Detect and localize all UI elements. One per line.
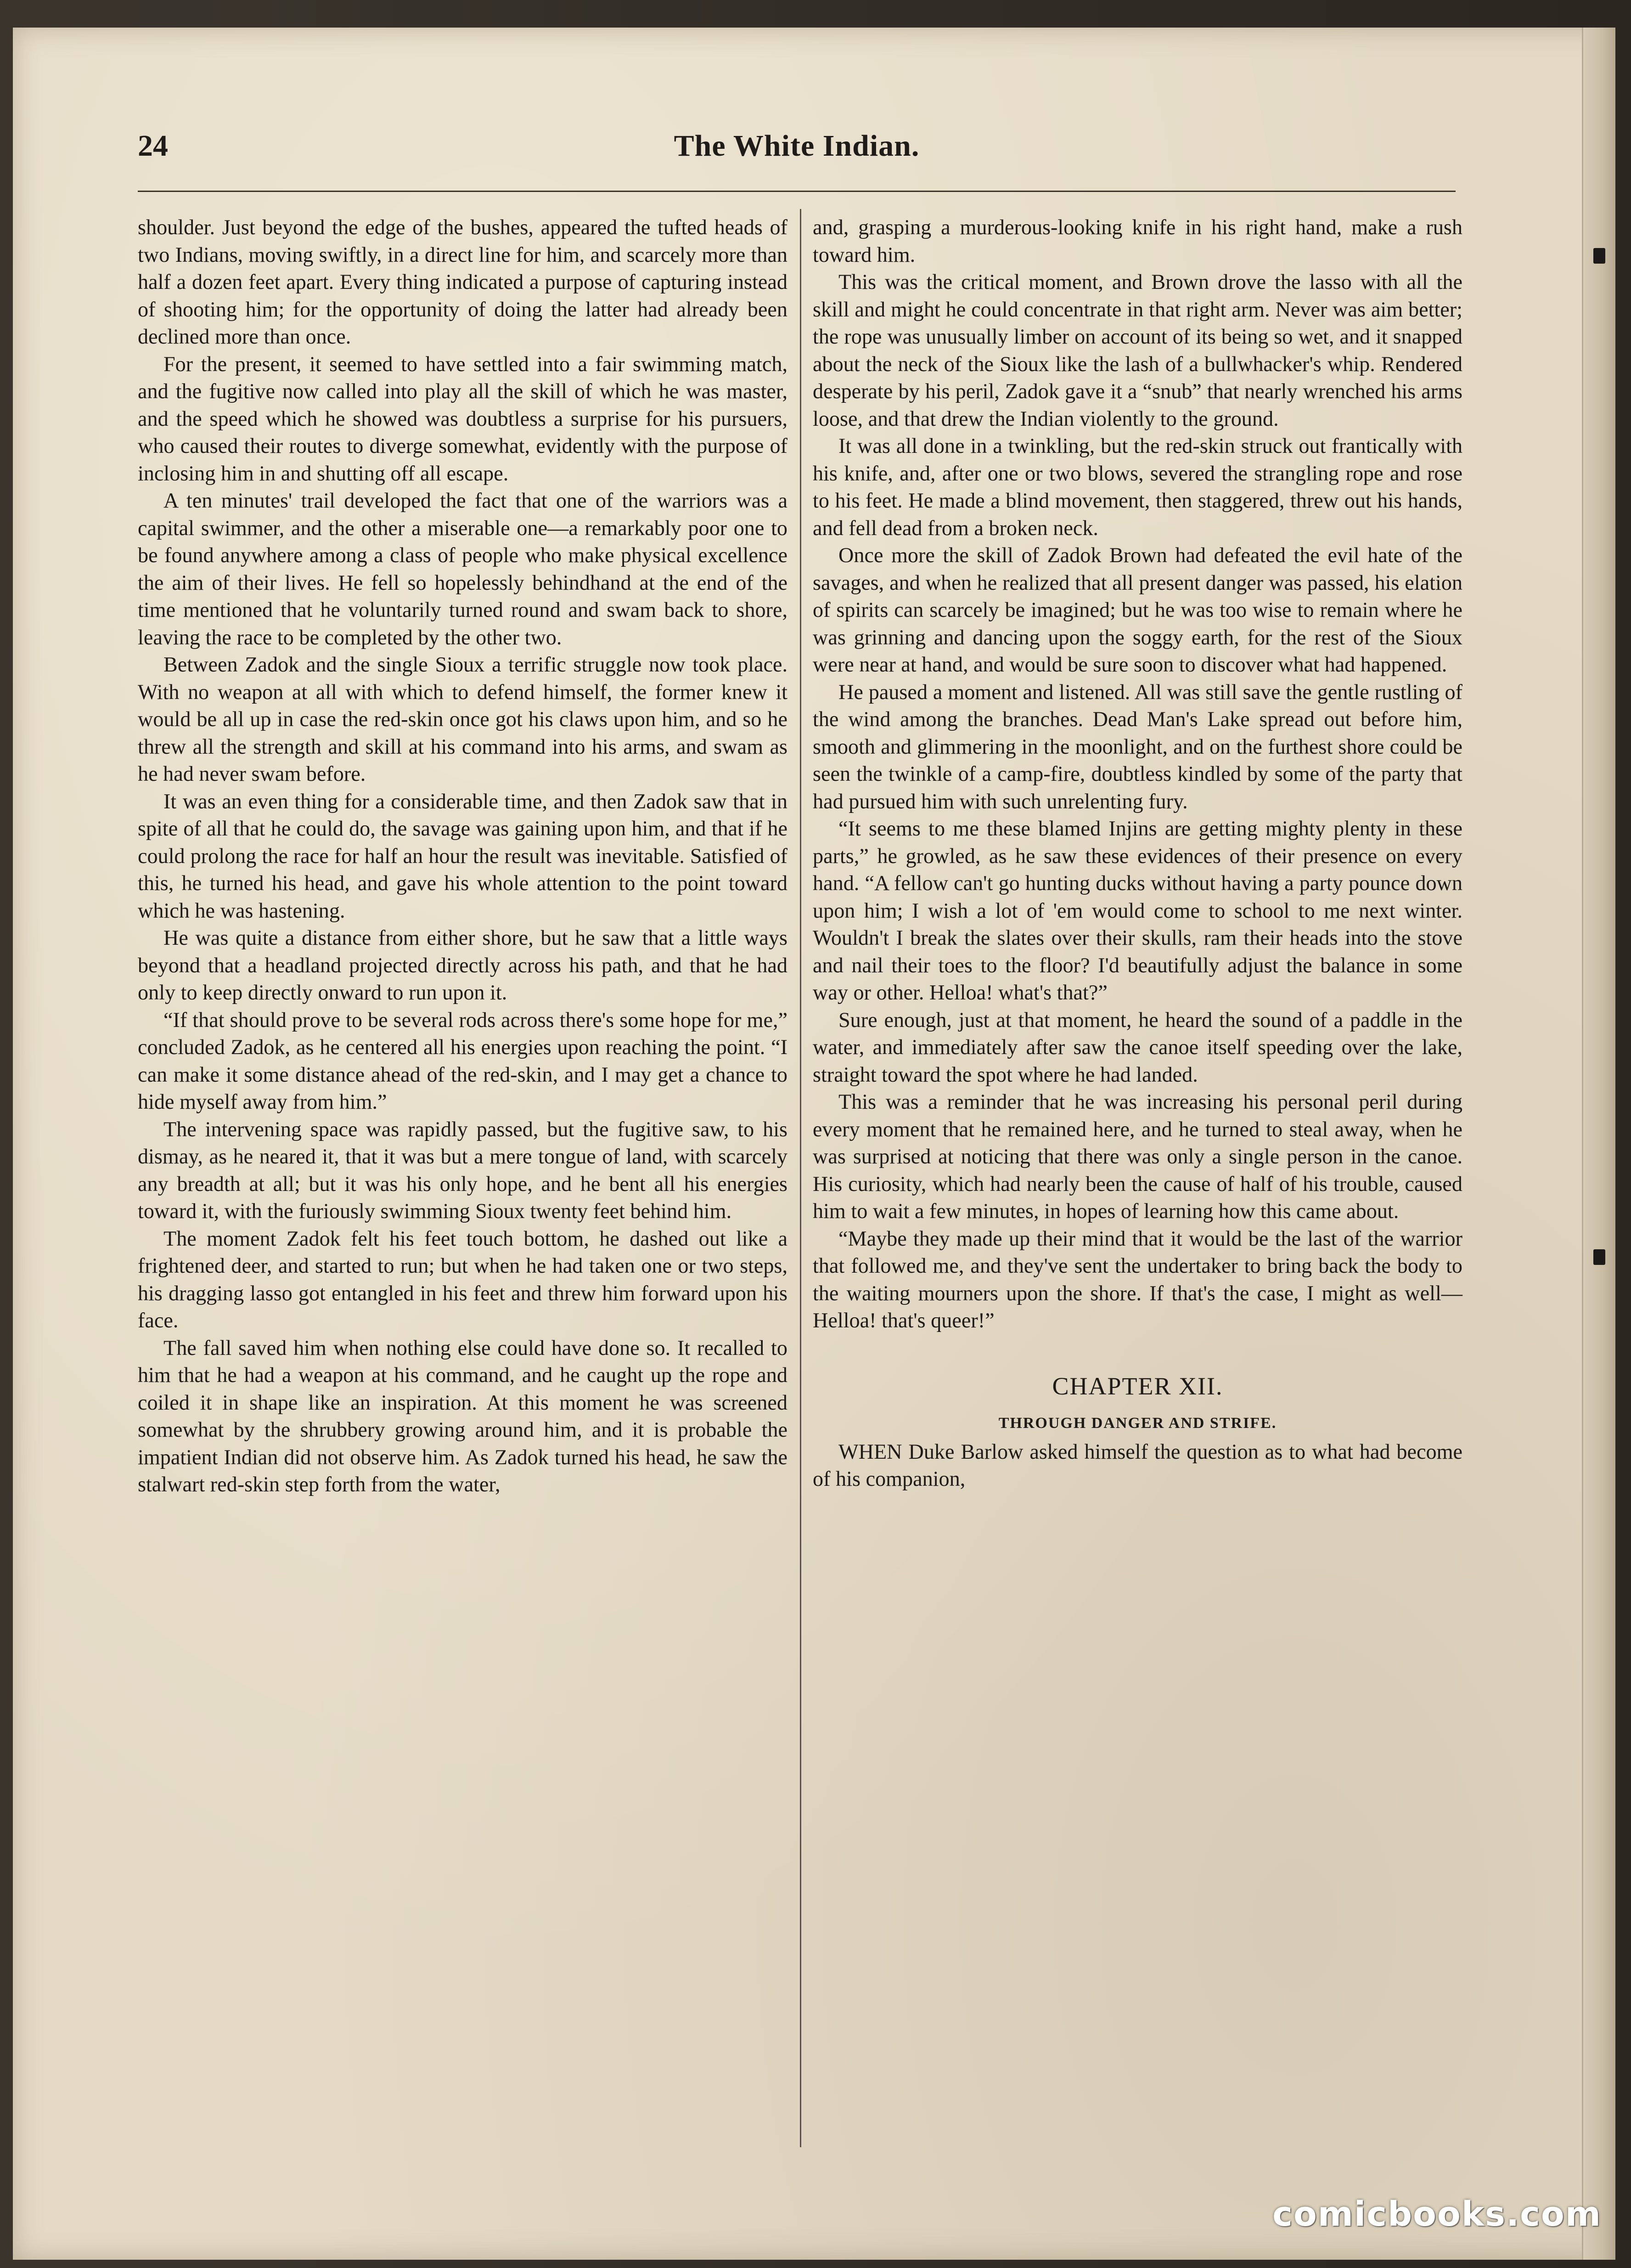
column-divider (800, 209, 801, 2147)
paragraph: A ten minutes' trail developed the fact that one of the warriors was a capital swimmer, and the other a miserable one—a remarkably poor one to be found anywhere among a class of people who make physical excellence the aim of their lives. He fell so hopelessly behindhand at the end of the time mentioned that he voluntarily turned round and swam back to shore, leaving the race to be completed by the other two. (138, 489, 787, 649)
paragraph: The fall saved him when nothing else could have done so. It recalled to him that he had a weapon at his command, and he caught up the rope and coiled it in shape like an inspiration. At this moment he was screened somewhat by the shrubbery growing around him, and it is probable the impatient Indian did not observe him. As Zadok turned his head, he saw the stalwart red-skin step forth from the water, (138, 1336, 787, 1496)
site-watermark: comicbooks.com (1272, 2195, 1602, 2234)
paragraph: He paused a moment and listened. All was still save the gentle rustling of the wind among the branches. Dead Man's Lake spread out before him, smooth and glimmering in the moonlight, and on the furthest shore could be seen the twinkle of a camp-fire, doubtless kindled by some of the party that had pursued him with such unrelenting fury. (813, 680, 1462, 813)
paragraph: It was an even thing for a considerable time, and then Zadok saw that in spite of all that he could do, the savage was gaining upon him, and that if he could prolong the race for half an hour the result was inevitable. Satisfied of this, he turned his head, and gave his whole attention to the point toward which he was hastening. (138, 789, 787, 922)
header-rule (138, 191, 1456, 192)
right-column (813, 214, 1462, 1493)
paragraph: For the present, it seemed to have settled into a fair swimming match, and the fugitive now called into play all the skill of which he was master, and the speed which he showed was doubtless a surprise for his pursuers, who caused their routes to diverge somewhat, evidently with the purpose of inclosing him in and shutting off all escape. (138, 352, 787, 485)
running-title: The White Indian. (674, 129, 920, 163)
paragraph: “Maybe they made up their mind that it would be the last of the warrior that followed me, and they've sent the undertaker to bring back the body to the waiting mourners upon the shore. If that's the case, I might as well—Helloa! that's queer!” (813, 1226, 1462, 1332)
paragraph: It was all done in a twinkling, but the red-skin struck out frantically with his knife, and, after one or two blows, severed the strangling rope and rose to his feet. He made a blind movement, then staggered, threw out his hands, and fell dead from a broken neck. (813, 434, 1462, 540)
page-edge (1582, 28, 1615, 2260)
paragraph: The intervening space was rapidly passed, but the fugitive saw, to his dismay, as he neared it, that it was but a mere tongue of land, with scarcely any breadth at all; but it was his only hope, and he bent all his energies toward it, with the furiously swimming Sioux twenty feet behind him. (138, 1117, 787, 1223)
paragraph: Between Zadok and the single Sioux a terrific struggle now took place. With no weapon at all with which to defend himself, the former knew it would be all up in case the red-skin once got his claws upon him, and so he threw all the strength and skill at his command into his arms, and swam as he had never swam before. (138, 653, 787, 785)
paragraph: This was the critical moment, and Brown drove the lasso with all the skill and might he could concentrate in that right arm. Never was aim better; the rope was unusually limber on account of its being so wet, and it snapped about the neck of the Sioux like the lash of a bullwhacker's whip. Rendered desperate by his peril, Zadok gave it a “snub” that nearly wrenched his arms loose, and that drew the Indian violently to the ground. (813, 270, 1462, 430)
paragraph: He was quite a distance from either shore, but he saw that a little ways beyond that a headland projected directly across his path, and that he had only to keep directly onward to run upon it. (138, 926, 787, 1004)
paragraph: shoulder. Just beyond the edge of the bushes, appeared the tufted heads of two Indians, moving swiftly, in a direct line for him, and scarcely more than half a dozen feet apart. Every thing indicated a purpose of capturing instead of shooting him; for the opportunity of doing the latter had already been declined more than once. (138, 215, 787, 348)
paragraph: This was a reminder that he was increasing his personal peril during every moment that he remained here, and he turned to steal away, when he was surprised at noticing that there was only a single person in the canoe. His curiosity, which had nearly been the cause of half of his trouble, caused him to wait a few minutes, in hopes of learning how this came about. (813, 1090, 1462, 1223)
page-number: 24 (138, 129, 168, 163)
paragraph: The moment Zadok felt his feet touch bottom, he dashed out like a frightened deer, and started to run; but when he had taken one or two steps, his dragging lasso got entangled in his feet and threw him forward upon his face. (138, 1226, 787, 1332)
left-column (138, 214, 787, 1498)
chapter-subtitle: THROUGH DANGER AND STRIFE. (998, 1414, 1277, 1432)
paragraph: “If that should prove to be several rods across there's some hope for me,” concluded Zadok, as he centered all his energies upon reaching the point. “I can make it some distance ahead of the red-skin, and I may get a chance to hide myself away from him.” (138, 1008, 787, 1113)
chapter-heading: CHAPTER XII. (1052, 1372, 1223, 1400)
chapter-opening-paragraph: WHEN Duke Barlow asked himself the question as to what had become of his companion, (813, 1439, 1462, 1490)
binding-mark (1593, 1249, 1605, 1265)
paragraph: Once more the skill of Zadok Brown had defeated the evil hate of the savages, and when he realized that all present danger was passed, his elation of spirits can scarcely be imagined; but he was too wise to remain where he was grinning and dancing upon the soggy earth, for the rest of the Sioux were near at hand, and would be sure soon to discover what had happened. (813, 543, 1462, 676)
paragraph: “It seems to me these blamed Injins are getting mighty plenty in these parts,” he growled, as he saw these evidences of their presence on every hand. “A fellow can't go hunting ducks without having a party pounce down upon him; I wish a lot of 'em would come to school to me next winter. Wouldn't I break the slates over their skulls, ram their heads into the stove and nail their toes to the floor? I'd beautifully adjust the balance in some way or other. Helloa! what's that?” (813, 817, 1462, 1004)
binding-mark (1593, 248, 1605, 264)
paragraph: Sure enough, just at that moment, he heard the sound of a paddle in the water, and immediately after saw the canoe itself speeding over the lake, straight toward the spot where he had landed. (813, 1008, 1462, 1086)
paragraph: and, grasping a murderous-looking knife in his right hand, make a rush toward him. (813, 215, 1462, 266)
